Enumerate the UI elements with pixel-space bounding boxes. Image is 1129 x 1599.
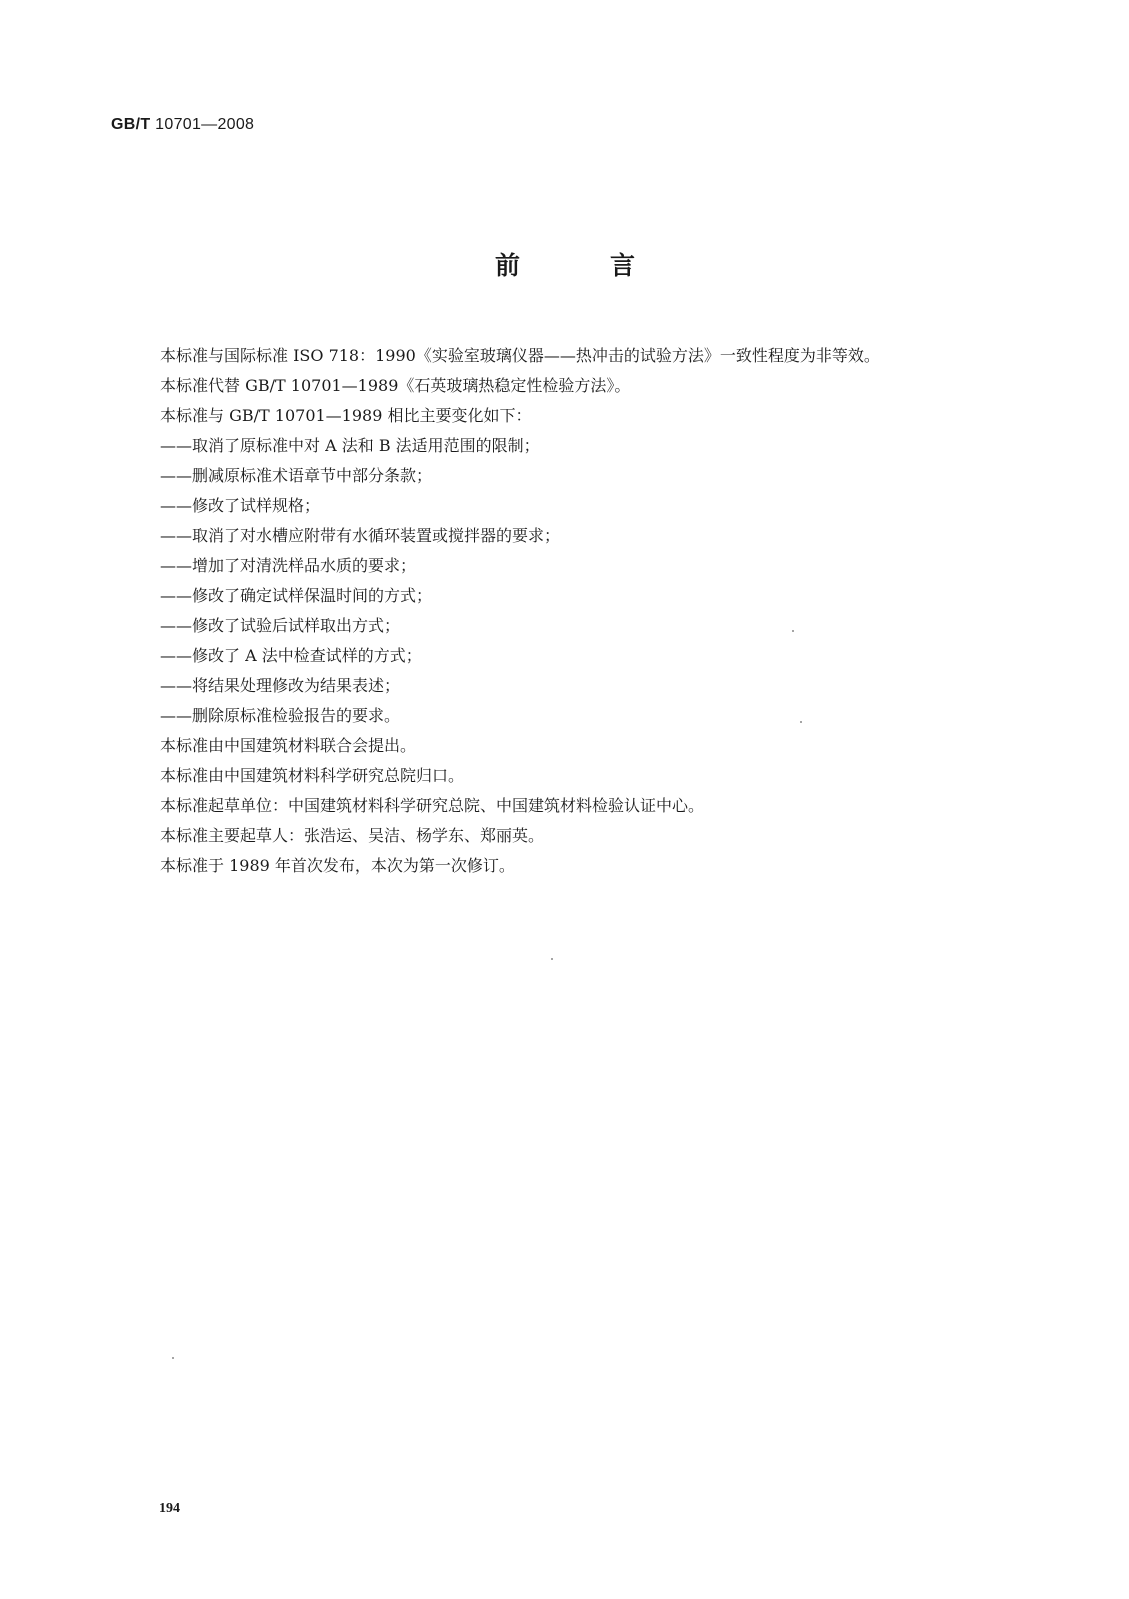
change-item: ——将结果处理修改为结果表述； bbox=[160, 676, 401, 695]
change-item: ——修改了 A 法中检查试样的方式； bbox=[160, 646, 422, 665]
change-item: ——取消了原标准中对 A 法和 B 法适用范围的限制； bbox=[160, 436, 540, 455]
page-number: 194 bbox=[159, 1501, 180, 1516]
paragraph-changes-intro: 本标准与 GB/T 10701—1989 相比主要变化如下： bbox=[160, 406, 532, 425]
change-item: ——修改了试样规格； bbox=[160, 496, 321, 515]
scan-speck bbox=[551, 958, 553, 960]
change-item: ——删除原标准检验报告的要求。 bbox=[160, 706, 401, 725]
document-code bbox=[111, 116, 254, 134]
page-title-char-1: 前 bbox=[495, 251, 521, 280]
paragraph-replaces: 本标准代替 GB/T 10701—1989《石英玻璃热稳定性检验方法》。 bbox=[160, 376, 631, 395]
page-title-char-2: 言 bbox=[609, 251, 635, 280]
paragraph-history: 本标准于 1989 年首次发布，本次为第一次修订。 bbox=[160, 856, 515, 875]
page-title bbox=[495, 246, 635, 282]
change-item: ——取消了对水槽应附带有水循环装置或搅拌器的要求； bbox=[160, 526, 561, 545]
change-item: ——删减原标准术语章节中部分条款； bbox=[160, 466, 433, 485]
document-code-prefix: GB/T bbox=[111, 116, 151, 133]
paragraph-proposer: 本标准由中国建筑材料联合会提出。 bbox=[160, 736, 417, 755]
scan-speck bbox=[792, 630, 794, 632]
change-item: ——修改了确定试样保温时间的方式； bbox=[160, 586, 433, 605]
change-item: ——修改了试验后试样取出方式； bbox=[160, 616, 401, 635]
paragraph-equivalence: 本标准与国际标准 ISO 718：1990《实验室玻璃仪器——热冲击的试验方法》一致性程度为非等效。 bbox=[160, 346, 880, 365]
scan-speck bbox=[172, 1357, 174, 1359]
paragraph-centralized: 本标准由中国建筑材料科学研究总院归口。 bbox=[160, 766, 465, 785]
foreword-body bbox=[160, 341, 1040, 881]
scan-speck bbox=[800, 721, 802, 723]
paragraph-drafting-units: 本标准起草单位：中国建筑材料科学研究总院、中国建筑材料检验认证中心。 bbox=[160, 796, 705, 815]
document-code-number: 10701—2008 bbox=[155, 116, 255, 133]
paragraph-drafters: 本标准主要起草人：张浩运、吴洁、杨学东、郑丽英。 bbox=[160, 826, 545, 845]
change-item: ——增加了对清洗样品水质的要求； bbox=[160, 556, 417, 575]
